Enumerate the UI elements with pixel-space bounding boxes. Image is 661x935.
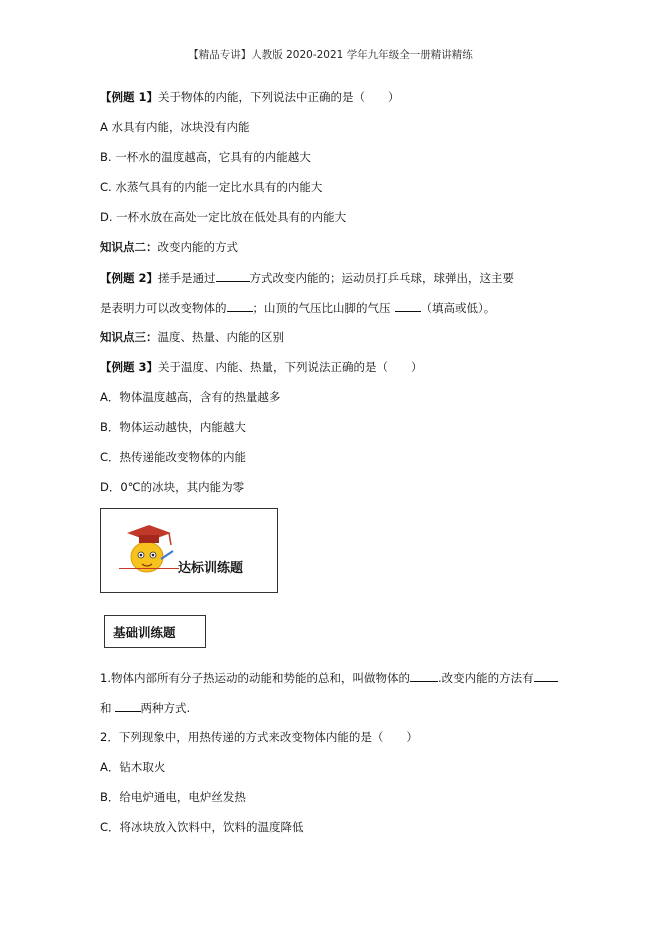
question-1-line-1 (100, 669, 558, 686)
banner-title: 达标训练题 (178, 561, 244, 576)
section-title: 基础训练题 (113, 625, 176, 640)
training-banner (100, 508, 278, 593)
answer-blank (115, 699, 141, 712)
answer-blank (216, 269, 250, 282)
question-1-text-c: 和 (100, 701, 112, 715)
knowledge-point-3 (100, 329, 284, 345)
question-2-option-b: B．给电炉通电，电炉丝发热 (100, 790, 246, 804)
example-3-stem: 关于温度、内能、热量，下列说法正确的是（ ） (158, 360, 423, 374)
knowledge-point-2-label: 知识点二： (100, 240, 158, 254)
question-1-text-a: 1.物体内部所有分子热运动的动能和势能的总和，叫做物体的 (100, 671, 410, 685)
answer-blank (410, 669, 438, 682)
knowledge-point-3-text: 温度、热量、内能的区别 (157, 330, 284, 344)
question-1-text-d: 两种方式. (140, 701, 191, 715)
example-1-option-c: C. 水蒸气具有的内能一定比水具有的内能大 (100, 180, 323, 194)
example-3-option-b: B．物体运动越快，内能越大 (100, 420, 246, 434)
example-1-option-b: B. 一杯水的温度越高，它具有的内能越大 (100, 150, 311, 164)
question-1-line-2 (100, 699, 190, 716)
example-1-stem: 关于物体的内能，下列说法中正确的是（ ） (158, 90, 400, 104)
example-3-option-c: C．热传递能改变物体的内能 (100, 450, 247, 464)
example-3-tag: 【例题 3】 (100, 360, 159, 374)
knowledge-point-3-label: 知识点三： (100, 330, 158, 344)
knowledge-point-2-text: 改变内能的方式 (157, 240, 238, 254)
section-box (104, 615, 206, 648)
answer-blank (395, 299, 421, 312)
example-2-text-1a: 搓手是通过 (158, 271, 216, 285)
example-2-line-1 (100, 269, 514, 286)
example-3-option-d: D．0℃的冰块，其内能为零 (100, 480, 245, 494)
question-1-text-b: .改变内能的方法有 (437, 671, 534, 685)
example-2-text-1b: 方式改变内能的；运动员打乒乓球，球弹出，这主要 (249, 271, 515, 285)
example-1-option-d: D. 一杯水放在高处一定比放在低处具有的内能大 (100, 210, 347, 224)
example-1-question (100, 89, 400, 105)
question-2-stem: 2．下列现象中，用热传递的方式来改变物体内能的是（ ） (100, 730, 418, 744)
knowledge-point-2 (100, 239, 238, 255)
answer-blank (534, 669, 558, 682)
example-2-tag: 【例题 2】 (100, 271, 159, 285)
question-2-option-a: A．钻木取火 (100, 760, 166, 774)
page-header: 【精品专讲】人教版 2020-2021 学年九年级全一册精讲精练 (188, 49, 473, 61)
example-1-tag: 【例题 1】 (100, 90, 159, 104)
example-2-line-2 (100, 299, 495, 316)
banner-underline (119, 568, 179, 569)
example-3-question (100, 359, 423, 375)
example-1-option-a: A 水具有内能，冰块没有内能 (100, 120, 250, 134)
mascot-graduate-icon (115, 515, 185, 585)
example-2-text-2a: 是表明力可以改变物体的 (100, 301, 227, 315)
example-2-text-2c: （填高或低）。 (420, 301, 496, 315)
example-2-text-2b: ；山顶的气压比山脚的气压 (252, 301, 391, 315)
example-3-option-a: A．物体温度越高，含有的热量越多 (100, 390, 281, 404)
question-2-option-c: C．将冰块放入饮料中，饮料的温度降低 (100, 820, 304, 834)
answer-blank (227, 299, 253, 312)
